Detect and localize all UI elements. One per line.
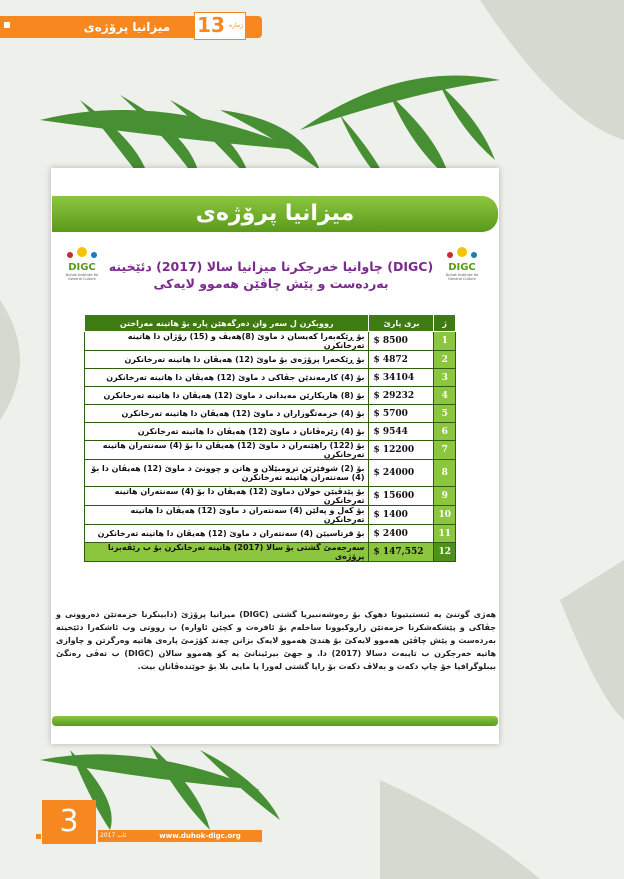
row-description: بۆ (8) هاریکارێن مەیدانی د ماوێ (12) هەیڤان دا هاتینە تەرخانکرن — [85, 387, 369, 405]
digc-logo-right — [440, 246, 484, 282]
row-amount: $ 5700 — [369, 405, 434, 423]
table-row — [85, 332, 456, 351]
row-number: 2 — [434, 351, 456, 369]
table-row — [85, 387, 456, 405]
svg-text:DIGC: DIGC — [448, 262, 476, 273]
footer-marker — [36, 834, 41, 839]
table-row — [85, 441, 456, 460]
row-description: بۆ ڕێکخەرا پرۆژەی بۆ ماوێ (12) هەیڤان دا هاتینە تەرخانکرن — [85, 351, 369, 369]
row-number: 6 — [434, 423, 456, 441]
table-row — [85, 405, 456, 423]
row-amount: $ 4872 — [369, 351, 434, 369]
row-description: بۆ پێدڤیێن خولان دماوێ (12) هەیڤان دا بۆ (4) سەنتەران هاتینە تەرخانکرن — [85, 487, 369, 506]
row-number: 1 — [434, 332, 456, 351]
row-amount: $ 9544 — [369, 423, 434, 441]
header-amount: بری پارێ — [369, 315, 434, 332]
table-header-row — [85, 315, 456, 332]
digc-logo-icon — [60, 246, 104, 274]
row-number: 10 — [434, 506, 456, 525]
headline: (DIGC) چاوانیا خەرجکرنا میزانیا سالا (2017) دئێخینە بەردەست و پێش چاڤێن هەموو لایەکی — [108, 259, 434, 291]
row-amount: $ 1400 — [369, 506, 434, 525]
table-row — [85, 525, 456, 543]
row-amount: $ 34104 — [369, 369, 434, 387]
logo-subtitle: Duhok Institute for General Culture — [65, 273, 99, 281]
row-number: 3 — [434, 369, 456, 387]
row-description: سەرجەمێ گشتی بۆ سالا (2017) هاتینە تەرخانکرن بۆ ب رێڤەبرنا پرۆژەی — [85, 543, 369, 562]
issue-label: ژمارە — [229, 22, 243, 29]
table-row — [85, 487, 456, 506]
row-number: 9 — [434, 487, 456, 506]
page-title: میزانیا پرۆژەی — [195, 201, 355, 226]
header-no: ژ — [434, 315, 456, 332]
row-number: 12 — [434, 543, 456, 562]
table-row — [85, 423, 456, 441]
row-number: 4 — [434, 387, 456, 405]
budget-table — [84, 314, 456, 562]
svg-text:DIGC: DIGC — [68, 262, 96, 273]
table-row — [85, 369, 456, 387]
row-amount: $ 147,552 — [369, 543, 434, 562]
row-number: 8 — [434, 460, 456, 487]
row-description: بۆ (4) خزمەتگوزاران د ماوێ (12) هەیڤان دا هاتینە تەرخانکرن — [85, 405, 369, 423]
row-description: بۆ کەل و پەلێن (4) سەنتەران د ماوێ (12) هەیڤان دا هاتینە تەرخانکرن — [85, 506, 369, 525]
page-number: 3 — [59, 804, 79, 839]
row-description: بۆ (2) شوفێرێن ترومبێلان و هاتن و چوونێ د ماوێ (12) هەیڤان دا بۆ (4) سەنتەران هاتینە تەرخانکرن — [85, 460, 369, 487]
row-number: 7 — [434, 441, 456, 460]
summary-paragraph: هەژی گوتنێ یە ئنستیتیوتا دهوک بۆ رەوشەنبیریا گشتی (DIGC) میزانیا پرۆژێ (دابینکرنا خزمەتێن دەروونی و جڤاکی و پێشکەشکرنا خزمەتێن زاروکبوونا ساخلەم بۆ ئافرەت و کچێن ئاوارە) ب رووتی وب ئاشکەرا دئێخیتە بەردەست و پێش چاڤێن هەموو لایەکێ بۆ هندێ هەموو لایەک بزانن چەند کۆژمێ پارەی هاتیە وەرگرتن و چاوازی هاتیە خەرجکرن ب تایبەت دسالا (2017) دا. و جهێ بیرئینانێ یە کو هەموو سالان (DIGC) ب تەڤی رەنگێ بیبلوگرافیا خۆ چاپ دکەت و بەلاڤ دکەت بۆ رایا گشتی لەورا یا مایی بلا بۆ خوێندەڤانان بیت. — [56, 610, 496, 671]
row-amount: $ 29232 — [369, 387, 434, 405]
table-row — [85, 460, 456, 487]
header-section-title: میزانیا پرۆژەی — [83, 20, 171, 34]
row-number: 5 — [434, 405, 456, 423]
logo-subtitle: Duhok Institute for General Culture — [445, 273, 479, 281]
header-marker — [4, 22, 10, 28]
row-amount: $ 12200 — [369, 441, 434, 460]
footer-year: 2017 ئاب — [100, 832, 127, 839]
footer-url: www.duhok-digc.org — [159, 832, 241, 840]
table-row — [85, 506, 456, 525]
row-amount: $ 15600 — [369, 487, 434, 506]
table-row — [85, 351, 456, 369]
row-number: 11 — [434, 525, 456, 543]
row-description: بۆ (4) کارمەندێن جڤاکی د ماوێ (12) هەیڤان دا هاتینە تەرخانکرن — [85, 369, 369, 387]
row-description: بۆ قرتاسیێن (4) سەنتەران د ماوێ (12) هەیڤان دا هاتینە تەرخانکرن — [85, 525, 369, 543]
bottom-ribbon — [52, 716, 498, 726]
digc-logo-icon — [440, 246, 484, 274]
row-description: بۆ (4) زێرەڤانان د ماوێ (12) هەیڤان دا هاتینە تەرخانکرن — [85, 423, 369, 441]
table-total-row — [85, 543, 456, 562]
header-description: رووبکرن ل سەر وان دەرگەهێن پارە بۆ هاتینە مەزاختن — [85, 315, 369, 332]
row-amount: $ 24000 — [369, 460, 434, 487]
row-amount: $ 8500 — [369, 332, 434, 351]
row-amount: $ 2400 — [369, 525, 434, 543]
row-description: بۆ (122) راهێنەران د ماوێ (12) هەیڤان دا بۆ (4) سەنتەران هاتینە تەرخانکرن — [85, 441, 369, 460]
row-description: بۆ ڕێکەبەرا کەیسان د ماوێ (8)هەیڤ و (15) رۆژان دا هاتینە تەرخانکرن — [85, 332, 369, 351]
issue-number: 13 — [197, 13, 225, 37]
digc-logo-left — [60, 246, 104, 282]
